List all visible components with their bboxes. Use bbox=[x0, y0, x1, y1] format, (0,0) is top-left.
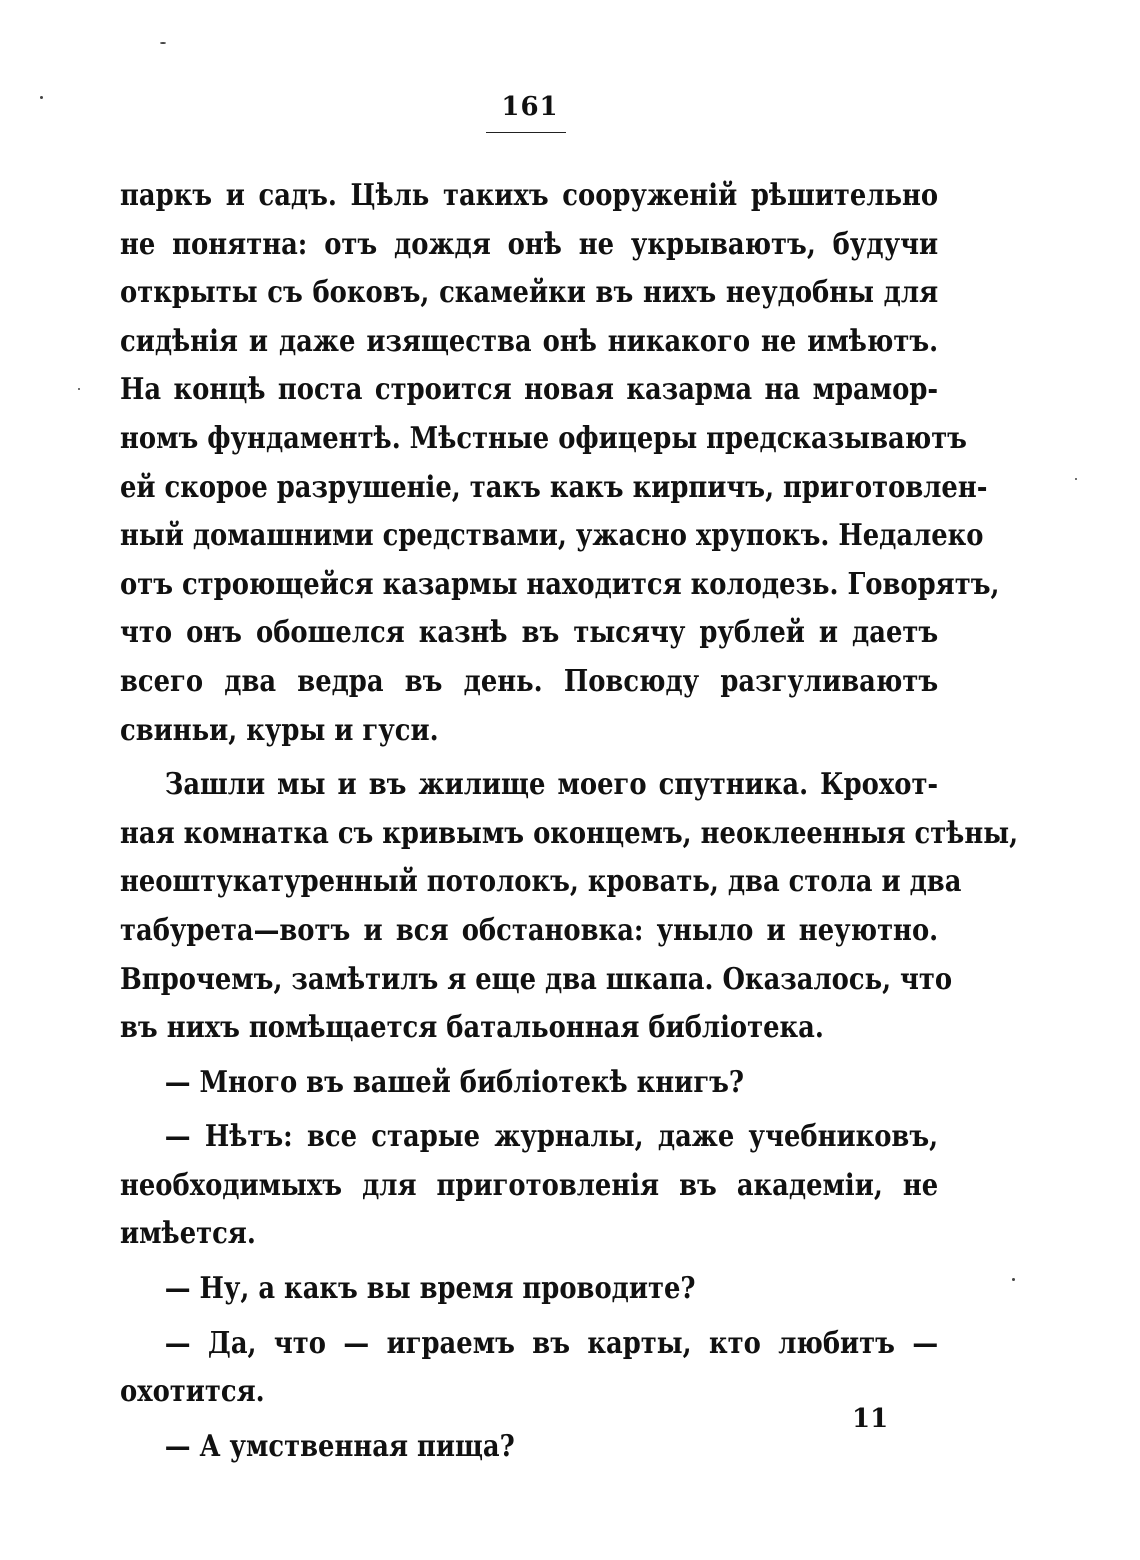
text-line: ей скорое разрушеніе, такъ какъ кирпичъ, приготовлен- bbox=[120, 469, 988, 505]
text-line: необходимыхъ для приготовленія въ академіи, не bbox=[120, 1167, 939, 1203]
text-line: — А умственная пища? bbox=[164, 1428, 515, 1464]
text-line: не понятна: отъ дождя онѣ не укрываютъ, будучи bbox=[120, 226, 939, 262]
text-line: На концѣ поста строится новая казарма на мрамор- bbox=[120, 372, 939, 408]
text-line: что онъ обошелся казнѣ въ тысячу рублей и даетъ bbox=[120, 615, 939, 651]
text-line: свиньи, куры и гуси. bbox=[120, 712, 439, 748]
scan-speck bbox=[1075, 478, 1077, 480]
text-line: — Нѣтъ: все старые журналы, даже учебниковъ, bbox=[164, 1119, 939, 1155]
page-number: 161 bbox=[501, 92, 559, 122]
text-line: Зашли мы и въ жилище моего спутника. Крохот- bbox=[164, 767, 939, 803]
text-line: номъ фундаментѣ. Мѣстные офицеры предсказываютъ bbox=[120, 420, 967, 456]
text-line: всего два ведра въ день. Повсюду разгуливаютъ bbox=[120, 663, 939, 699]
scan-speck bbox=[40, 96, 43, 99]
text-line: паркъ и садъ. Цѣль такихъ сооруженій рѣшительно bbox=[120, 178, 939, 213]
text-line: отъ строющейся казармы находится колодезь. Говорятъ, bbox=[120, 566, 1000, 602]
text-line: имѣется. bbox=[120, 1216, 256, 1252]
text-line: въ нихъ помѣщается батальонная библіотека. bbox=[120, 1010, 824, 1046]
scan-speck bbox=[1012, 1278, 1015, 1281]
text-line: неоштукатуренный потолокъ, кровать, два стола и два bbox=[120, 864, 962, 900]
body-text bbox=[120, 172, 1019, 1471]
scan-speck bbox=[78, 388, 80, 390]
text-line: сидѣнія и даже изящества онѣ никакого не имѣютъ. bbox=[120, 323, 939, 359]
text-line: — Ну, а какъ вы время проводите? bbox=[164, 1271, 696, 1307]
text-line: — Да, что — играемъ въ карты, кто любитъ — bbox=[164, 1325, 939, 1361]
header-rule bbox=[486, 132, 566, 133]
signature-mark: 11 bbox=[852, 1404, 889, 1434]
text-line: Впрочемъ, замѣтилъ я еще два шкапа. Оказалось, что bbox=[120, 961, 953, 997]
text-line: ный домашними средствами, ужасно хрупокъ. Недалеко bbox=[120, 518, 984, 554]
text-line: охотится. bbox=[120, 1374, 265, 1410]
text-line: табурета—вотъ и вся обстановка: уныло и неуютно. bbox=[120, 912, 939, 948]
text-line: ная комнатка съ кривымъ оконцемъ, неоклеенныя стѣны, bbox=[120, 815, 1019, 851]
text-line: — Много въ вашей библіотекѣ книгъ? bbox=[164, 1064, 745, 1100]
scan-speck bbox=[160, 42, 166, 44]
text-line: открыты съ боковъ, скамейки въ нихъ неудобны для bbox=[120, 275, 939, 311]
